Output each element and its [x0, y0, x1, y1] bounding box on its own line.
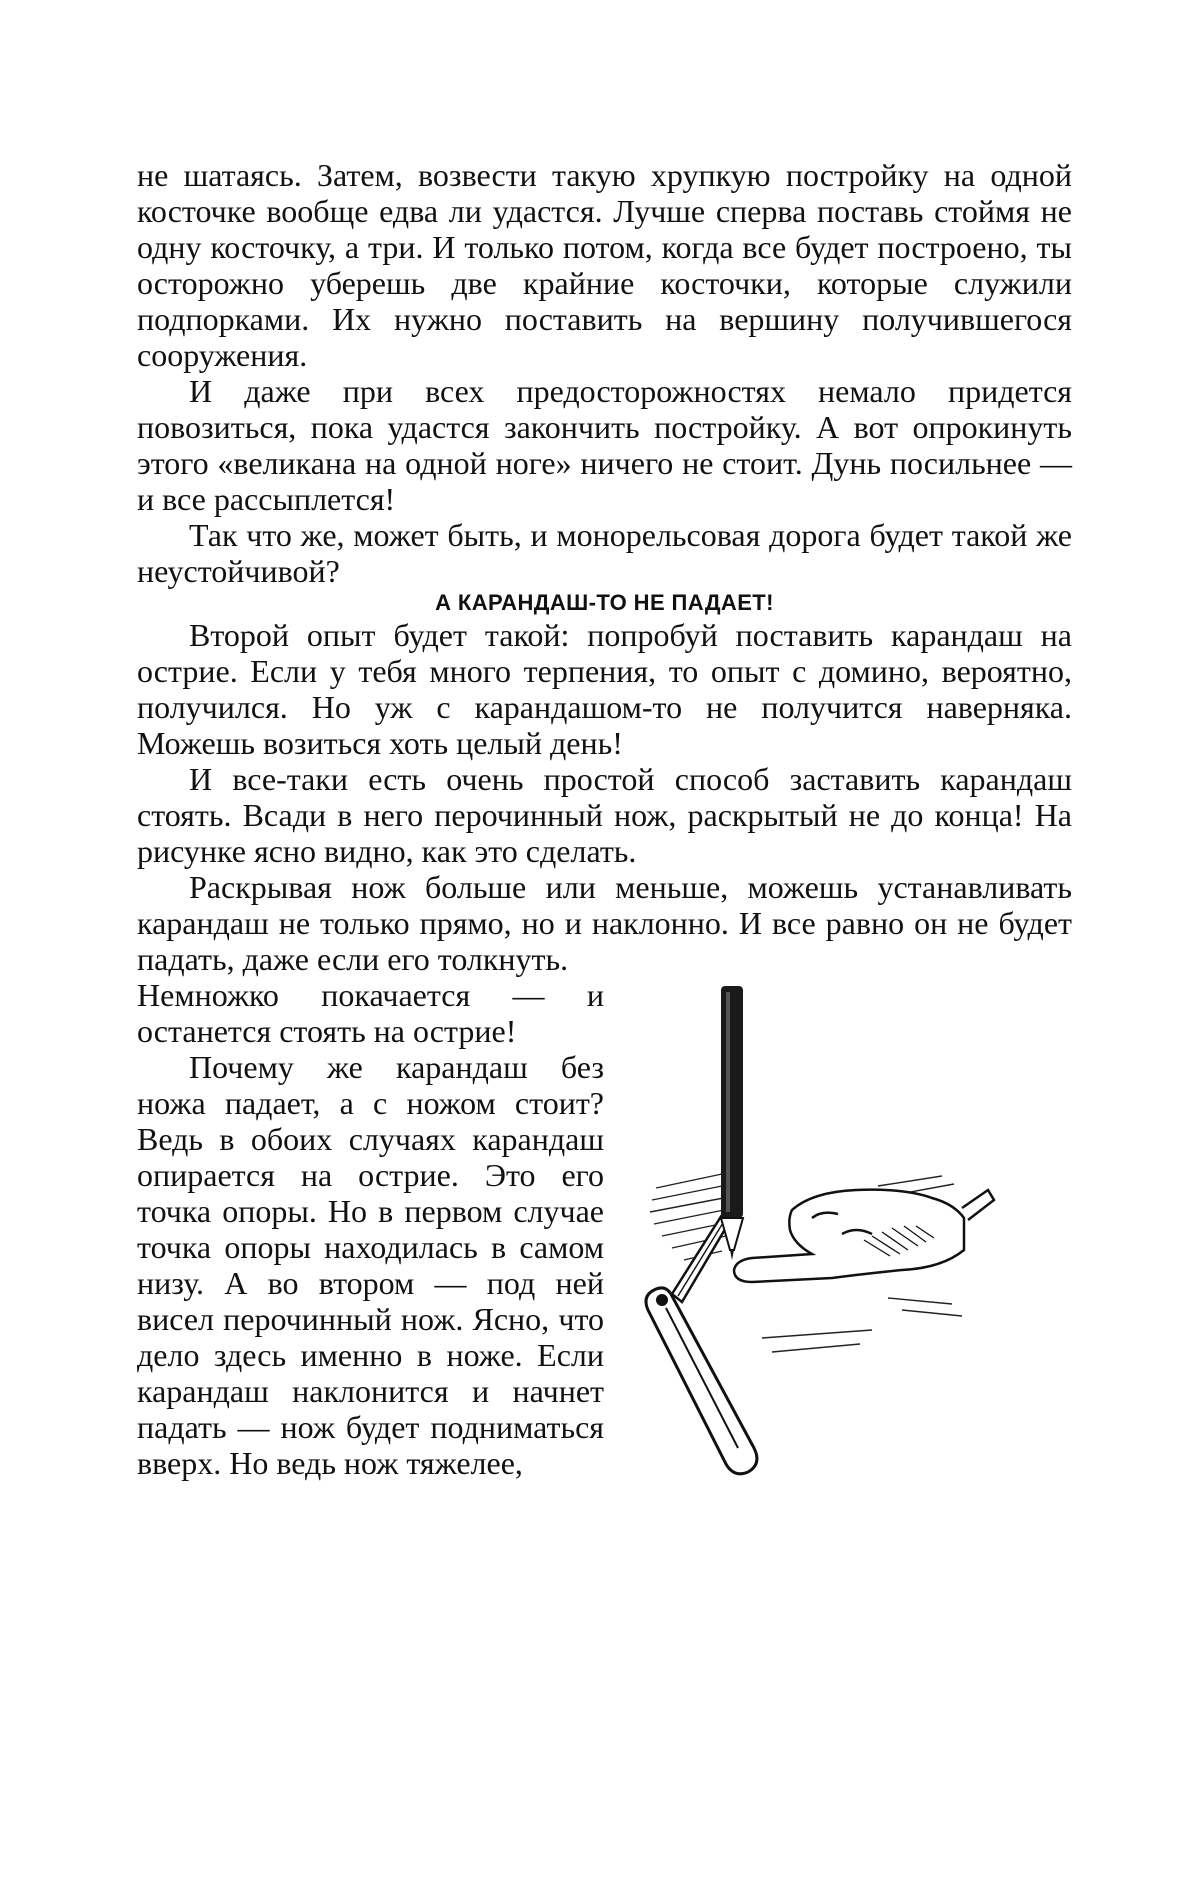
section-heading: А КАРАНДАШ-ТО НЕ ПАДАЕТ!: [435, 590, 774, 615]
paragraph: И все-таки есть очень простой способ заставить карандаш стоять. Всади в него перочинный нож, раскрытый не до конца! На рисунке ясно видно, как это сделать.: [137, 761, 1072, 869]
paragraph: Немножко покачается — и останется стоять на острие!: [137, 977, 604, 1049]
paragraph: Второй опыт будет такой: попробуй поставить карандаш на острие. Если у тебя много терпения, то опыт с домино, вероятно, получился. Но уж с карандашом-то не получится наверняка. Можешь возиться хоть целый день!: [137, 617, 1072, 761]
paragraph: Почему же карандаш без ножа падает, а с ножом стоит? Ведь в обоих случаях карандаш опирается на острие. Это его точка опоры. Но в первом случае точка опоры находилась в самом низу. А во втором — под ней висел перочинный нож. Ясно, что дело здесь именно в ноже. Если карандаш наклонится и начнет падать — нож будет подниматься вверх. Но ведь нож тяжелее,: [137, 1049, 604, 1481]
paragraph: И даже при всех предосторожностях немало придется повозиться, пока удастся закончить постройку. А вот опрокинуть этого «великана на одной ноге» ничего не стоит. Дунь посильнее — и все рассыплется!: [137, 373, 1072, 517]
paragraph: Так что же, может быть, и монорельсовая дорога будет такой же неустойчивой?: [137, 517, 1072, 589]
knife: [646, 1212, 757, 1474]
pencil-knife-drawing: [642, 978, 1072, 1518]
paragraph: не шатаясь. Затем, возвести такую хрупкую постройку на одной косточке вообще едва ли удастся. Лучше сперва поставь стоймя не одну косточку, а три. И только потом, когда все будет построено, ты осторожно уберешь две крайние косточки, которые служили подпорками. Их нужно поставить на вершину получившегося сооружения.: [137, 157, 1072, 373]
narrow-text-column: [137, 977, 604, 1481]
text-with-figure: [137, 977, 1072, 1518]
text-column: [137, 157, 1072, 1518]
hand: [734, 1190, 994, 1282]
pencil-knife-illustration: [642, 978, 1072, 1518]
paragraph: Раскрывая нож больше или меньше, можешь устанавливать карандаш не только прямо, но и наклонно. И все равно он не будет падать, даже если его толкнуть.: [137, 869, 1072, 977]
pencil: [721, 986, 743, 1260]
